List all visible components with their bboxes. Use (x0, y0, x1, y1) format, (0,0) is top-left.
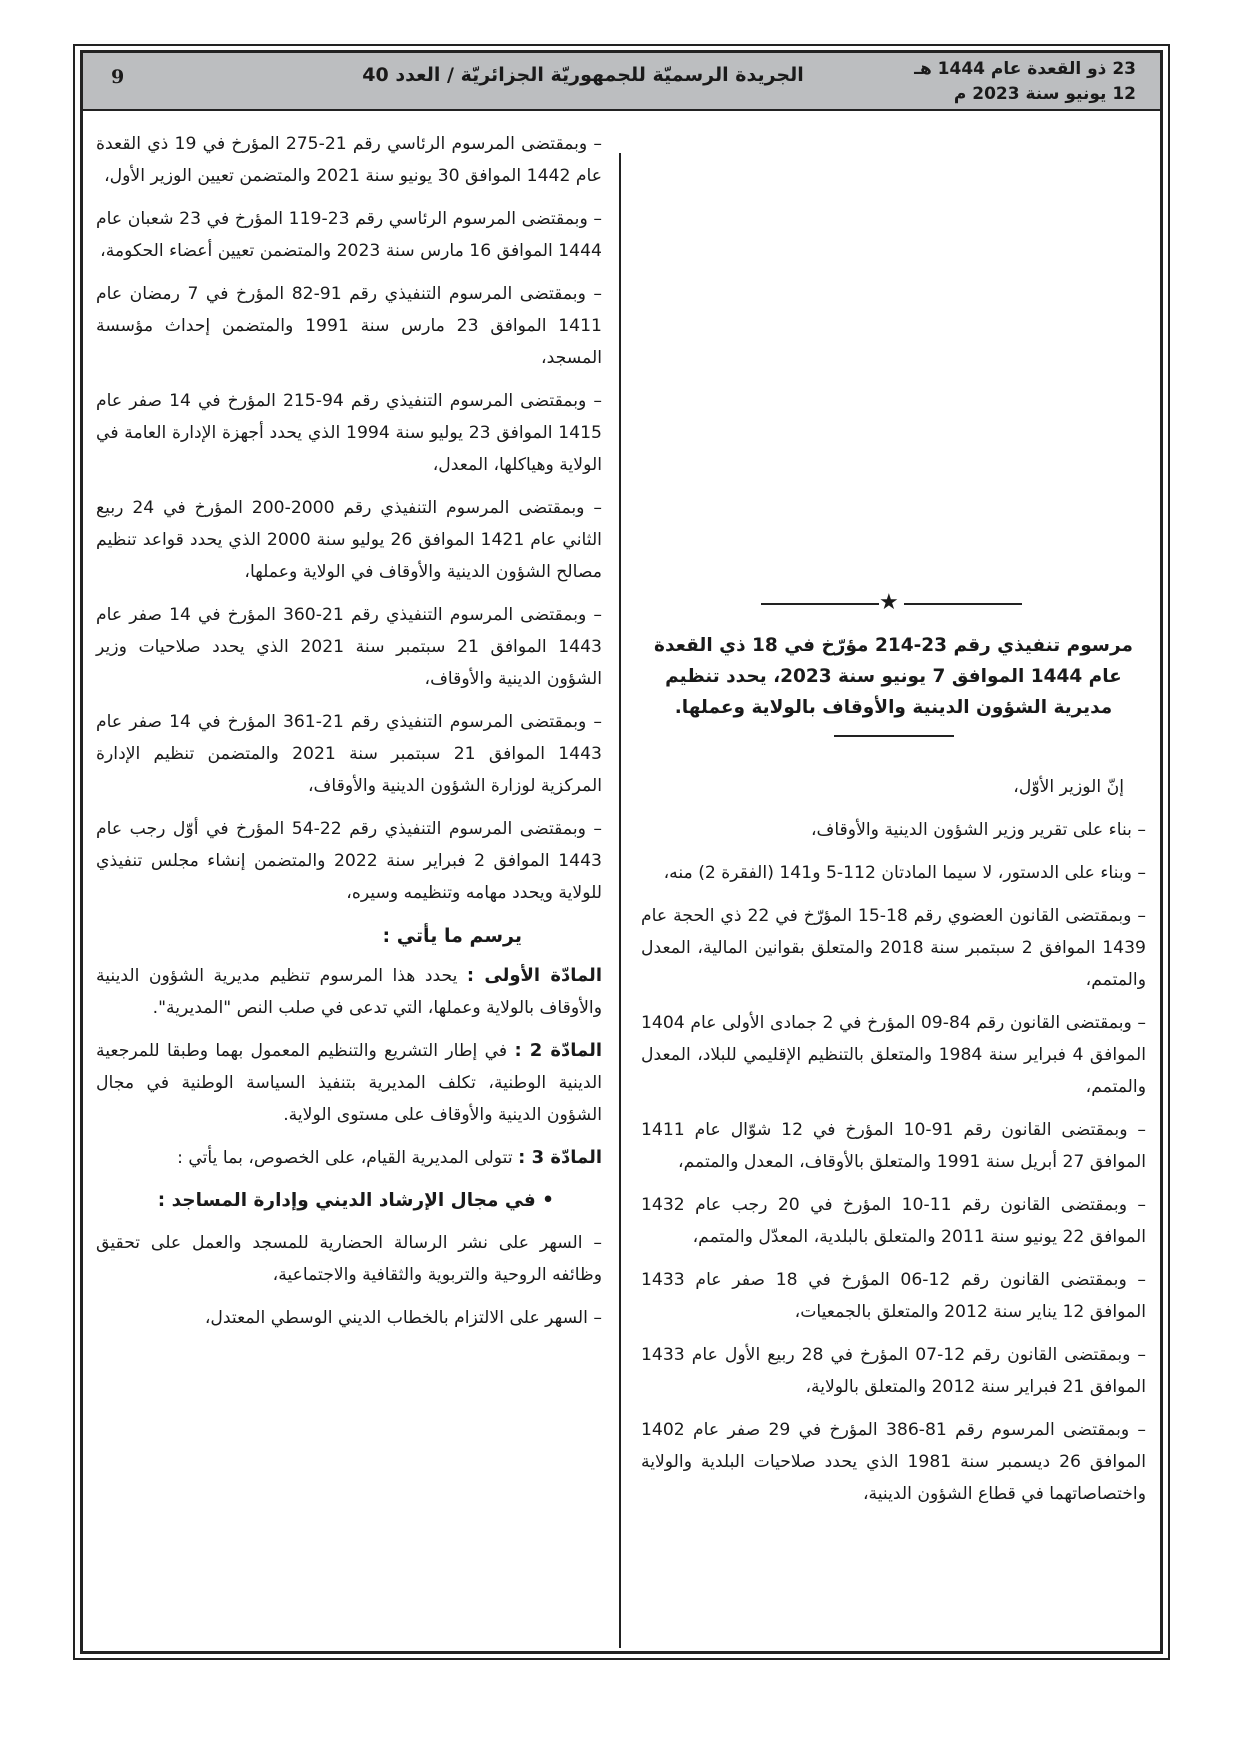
citation-paragraph: – وبمقتضى القانون رقم 12-07 المؤرخ في 28 ربيع الأول عام 1433 الموافق 21 فبراير سنة 2012 والمتعلق بالولاية، (641, 1345, 1146, 1397)
article-2 (96, 1035, 602, 1131)
citation-paragraph: – وبناء على الدستور، لا سيما المادتان 112-5 و141 (الفقرة 2) منه، (663, 863, 1146, 883)
opening-line: إنّ الوزير الأوّل، (1013, 777, 1124, 797)
page-number: 9 (111, 66, 125, 88)
citation-paragraph: – وبمقتضى المرسوم التنفيذي رقم 21-360 المؤرخ في 14 صفر عام 1443 الموافق 21 سبتمبر سنة 2021 الذي يحدد صلاحيات وزير الشؤون الدينية والأوقاف، (96, 605, 602, 689)
citation-paragraph: – وبمقتضى المرسوم التنفيذي رقم 21-361 المؤرخ في 14 صفر عام 1443 الموافق 21 سبتمبر سنة 2021 والمتضمن تنظيم الإدارة المركزية لوزارة الشؤون الدينية والأوقاف، (96, 712, 602, 796)
column-divider (619, 153, 621, 1648)
list-item: – السهر على الالتزام بالخطاب الديني الوسطي المعتدل، (204, 1308, 602, 1328)
article-label: المادّة الأولى : (466, 965, 602, 986)
citation-paragraph: – بناء على تقرير وزير الشؤون الدينية والأوقاف، (810, 820, 1146, 840)
article-text: يحدد هذا المرسوم تنظيم مديرية الشؤون الدينية والأوقاف بالولاية وعملها، التي تدعى في صلب النص "المديرية". (96, 966, 602, 1018)
article-3 (96, 1142, 602, 1174)
left-column (96, 128, 602, 1345)
citation-paragraph: – وبمقتضى المرسوم التنفيذي رقم 2000-200 المؤرخ في 24 ربيع الثاني عام 1421 الموافق 26 يوليو سنة 2000 الذي يحدد قواعد تنظيم مصالح الشؤون الدينية والأوقاف في الولاية وعملها، (96, 498, 602, 582)
decree-title: مرسوم تنفيذي رقم 23-214 مؤرّخ في 18 ذي القعدة عام 1444 الموافق 7 يونيو سنة 2023، يحدد تنظيم مديرية الشؤون الدينية والأوقاف بالولاية وعملها. (654, 635, 1133, 718)
article-text: في إطار التشريع والتنظيم المعمول بهما وطبقا للمرجعية الدينية الوطنية، تكلف المديرية بتنفيذ السياسة الوطنية في مجال الشؤون الدينية والأوقاف على مستوى الولاية. (96, 1041, 602, 1125)
citation-paragraph: – وبمقتضى القانون رقم 84-09 المؤرخ في 2 جمادى الأولى عام 1404 الموافق 4 فبراير سنة 1984 والمتعلق بالتنظيم الإقليمي للبلاد، المعدل والمتمم، (641, 1013, 1146, 1097)
article-text: تتولى المديرية القيام، على الخصوص، بما يأتي : (177, 1148, 519, 1168)
citation-paragraph: – وبمقتضى المرسوم الرئاسي رقم 23-119 المؤرخ في 23 شعبان عام 1444 الموافق 16 مارس سنة 2023 والمتضمن تعيين أعضاء الحكومة، (96, 209, 602, 261)
decree-separator (641, 592, 1146, 616)
decrees-heading: يرسم ما يأتي : (382, 925, 522, 947)
separator-line (904, 603, 1022, 605)
article-label: المادّة 2 : (514, 1040, 603, 1061)
date-gregorian: 12 يونيو سنة 2023 م (953, 84, 1136, 104)
right-column (641, 588, 1146, 1521)
journal-title: الجريدة الرسميّة للجمهوريّة الجزائريّة / العدد 40 (362, 64, 804, 86)
citation-paragraph: – وبمقتضى القانون العضوي رقم 18-15 المؤرّخ في 22 ذي الحجة عام 1439 الموافق 2 سبتمبر سنة 2018 والمتعلق بقوانين المالية، المعدل والمتمم، (641, 906, 1146, 990)
article-1 (96, 960, 602, 1024)
citation-paragraph: – وبمقتضى المرسوم التنفيذي رقم 94-215 المؤرخ في 14 صفر عام 1415 الموافق 23 يوليو سنة 1994 الذي يحدد أجهزة الإدارة العامة في الولاية وهياكلها، المعدل، (96, 391, 602, 475)
star-icon: ★ (879, 590, 899, 615)
citation-paragraph: – وبمقتضى المرسوم رقم 81-386 المؤرخ في 29 صفر عام 1402 الموافق 26 ديسمبر سنة 1981 الذي يحدد صلاحيات البلدية والولاية واختصاصاتهما في قطاع الشؤون الدينية، (641, 1420, 1147, 1504)
bullet-heading: • في مجال الإرشاد الديني وإدارة المساجد : (157, 1190, 554, 1211)
issue-date (914, 57, 1136, 107)
title-rule (834, 735, 954, 737)
separator-line (761, 603, 879, 605)
list-item: – السهر على نشر الرسالة الحضارية للمسجد والعمل على تحقيق وظائفه الروحية والتربوية والثقافية والاجتماعية، (96, 1233, 602, 1285)
citation-paragraph: – وبمقتضى المرسوم التنفيذي رقم 91-82 المؤرخ في 7 رمضان عام 1411 الموافق 23 مارس سنة 1991 والمتضمن إحداث مؤسسة المسجد، (96, 284, 602, 368)
date-hijri: 23 ذو القعدة عام 1444 هـ (914, 59, 1136, 79)
page-header (83, 53, 1160, 111)
citation-paragraph: – وبمقتضى القانون رقم 12-06 المؤرخ في 18 صفر عام 1433 الموافق 12 يناير سنة 2012 والمتعلق بالجمعيات، (641, 1270, 1147, 1322)
article-label: المادّة 3 : (518, 1147, 602, 1168)
citation-paragraph: – وبمقتضى القانون رقم 11-10 المؤرخ في 20 رجب عام 1432 الموافق 22 يونيو سنة 2011 والمتعلق بالبلدية، المعدّل والمتمم، (641, 1195, 1146, 1247)
citation-paragraph: – وبمقتضى المرسوم التنفيذي رقم 22-54 المؤرخ في أوّل رجب عام 1443 الموافق 2 فبراير سنة 2022 والمتضمن إنشاء مجلس تنفيذي للولاية ويحدد مهامه وتنظيمه وسيره، (96, 819, 602, 903)
citation-paragraph: – وبمقتضى القانون رقم 91-10 المؤرخ في 12 شوّال عام 1411 الموافق 27 أبريل سنة 1991 والمتعلق بالأوقاف، المعدل والمتمم، (641, 1120, 1146, 1172)
citation-paragraph: – وبمقتضى المرسوم الرئاسي رقم 21-275 المؤرخ في 19 ذي القعدة عام 1442 الموافق 30 يونيو سنة 2021 والمتضمن تعيين الوزير الأول، (96, 134, 602, 186)
